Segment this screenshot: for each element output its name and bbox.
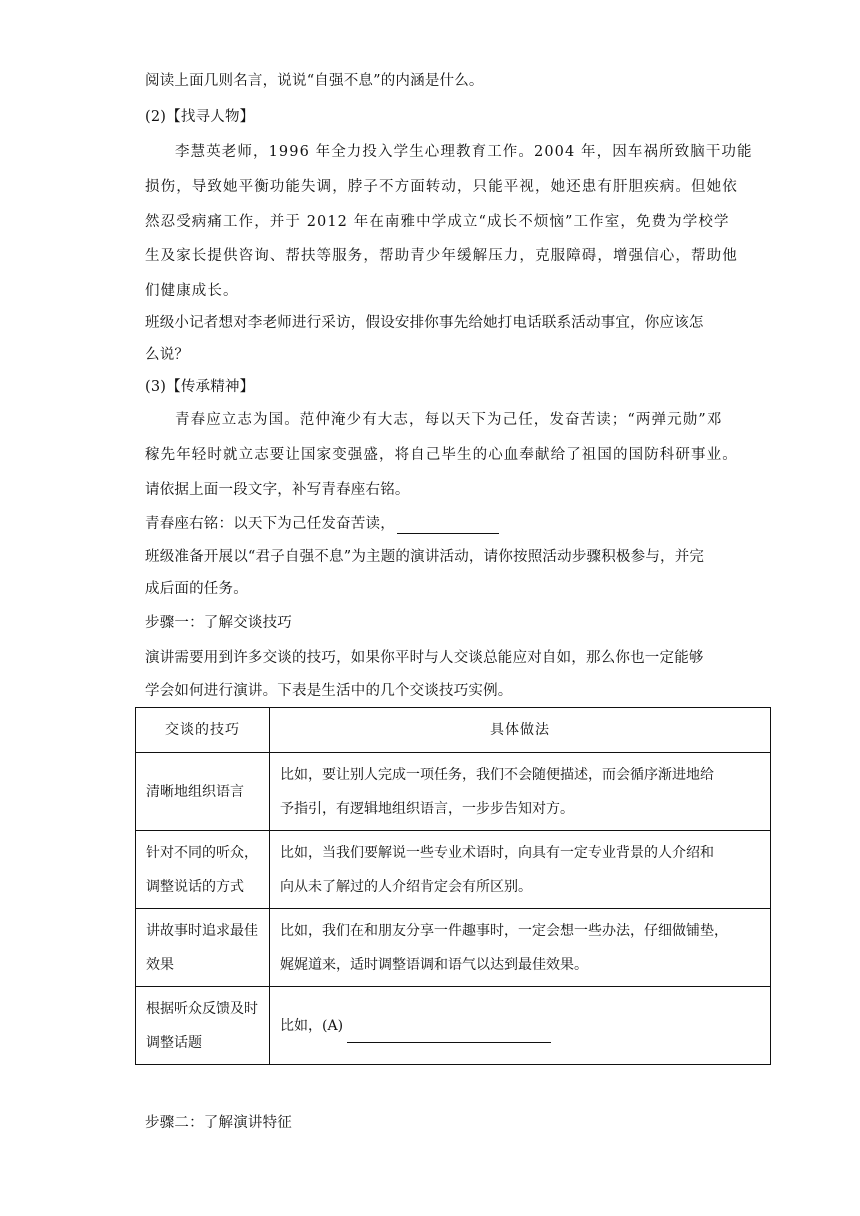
table-cell-skill: 针对不同的听众， 调整说话的方式 [136, 831, 270, 909]
passage-line: 稼先年轻时就立志要让国家变强盛，将自己毕生的心血奉献给了祖国的国防科研事业。 [145, 447, 738, 463]
passage-line: 青春应立志为国。范仲淹少有大志，每以天下为己任，发奋苦读；“两弹元勋”邓 [175, 412, 723, 428]
conversation-tips-table [135, 707, 771, 1065]
passage-line: 生及家长提供咨询、帮扶等服务，帮助青少年缓解压力，克服障碍，增强信心，帮助他 [145, 248, 738, 264]
question-prompt-motto: 请依据上面一段文字，补写青春座右铭。 [145, 482, 410, 498]
section-heading-find-person: (2)【找寻人物】 [145, 109, 255, 125]
motto-answer-blank[interactable] [397, 519, 499, 534]
step-one-description: 演讲需要用到许多交谈的技巧，如果你平时与人交谈总能应对自如，那么你也一定能够 [145, 650, 704, 666]
table-cell-method: 比如，(A) [270, 987, 771, 1065]
question-prompt-interview-cont: 么说？ [145, 347, 190, 363]
table-header-method: 具体做法 [270, 708, 771, 753]
passage-line: 们健康成长。 [145, 283, 239, 299]
motto-text: 青春座右铭：以天下为己任发奋苦读， [145, 516, 395, 532]
table-cell-method: 比如，当我们要解说一些专业术语时，向具有一定专业背景的人介绍和 向从未了解过的人介绍肯定会有所区别。 [270, 831, 771, 909]
table-header-row [136, 708, 771, 753]
table-row [136, 753, 771, 831]
question-prompt-interview: 班级小记者想对李老师进行采访，假设安排你事先给她打电话联系活动事宜，你应该怎 [145, 315, 704, 331]
answer-blank-a[interactable] [347, 1028, 551, 1043]
activity-intro-cont: 成后面的任务。 [145, 581, 248, 597]
question-prompt-meaning: 阅读上面几则名言，说说“自强不息”的内涵是什么。 [145, 73, 484, 89]
passage-line: 然忍受病痛工作，并于 2012 年在南雅中学成立“成长不烦恼”工作室，免费为学校学 [145, 214, 730, 230]
activity-intro: 班级准备开展以“君子自强不息”为主题的演讲活动，请你按照活动步骤积极参与，并完 [145, 549, 705, 565]
table-cell-skill: 讲故事时追求最佳 效果 [136, 909, 270, 987]
passage-line: 李慧英老师，1996 年全力投入学生心理教育工作。2004 年，因车祸所致脑干功能 [175, 144, 753, 160]
table-cell-method: 比如，我们在和朋友分享一件趣事时，一定会想一些办法，仔细做铺垫， 娓娓道来，适时调整语调和语气以达到最佳效果。 [270, 909, 771, 987]
table-row [136, 987, 771, 1065]
table-row [136, 831, 771, 909]
passage-line: 损伤，导致她平衡功能失调，脖子不方面转动，只能平视，她还患有肝胆疾病。但她依 [145, 179, 738, 195]
step-one-heading: 步骤一：了解交谈技巧 [145, 615, 292, 631]
table-cell-skill: 根据听众反馈及时 调整话题 [136, 987, 270, 1065]
table-header-skill: 交谈的技巧 [136, 708, 270, 753]
step-two-heading: 步骤二：了解演讲特征 [145, 1115, 292, 1131]
motto-line [145, 514, 499, 534]
table-cell-skill: 清晰地组织语言 [136, 753, 270, 831]
table-row [136, 909, 771, 987]
table-cell-method: 比如，要让别人完成一项任务，我们不会随便描述，而会循序渐进地给 予指引，有逻辑地组织语言，一步步告知对方。 [270, 753, 771, 831]
step-one-description-cont: 学会如何进行演讲。下表是生活中的几个交谈技巧实例。 [145, 683, 513, 699]
section-heading-inherit-spirit: (3)【传承精神】 [145, 379, 255, 395]
